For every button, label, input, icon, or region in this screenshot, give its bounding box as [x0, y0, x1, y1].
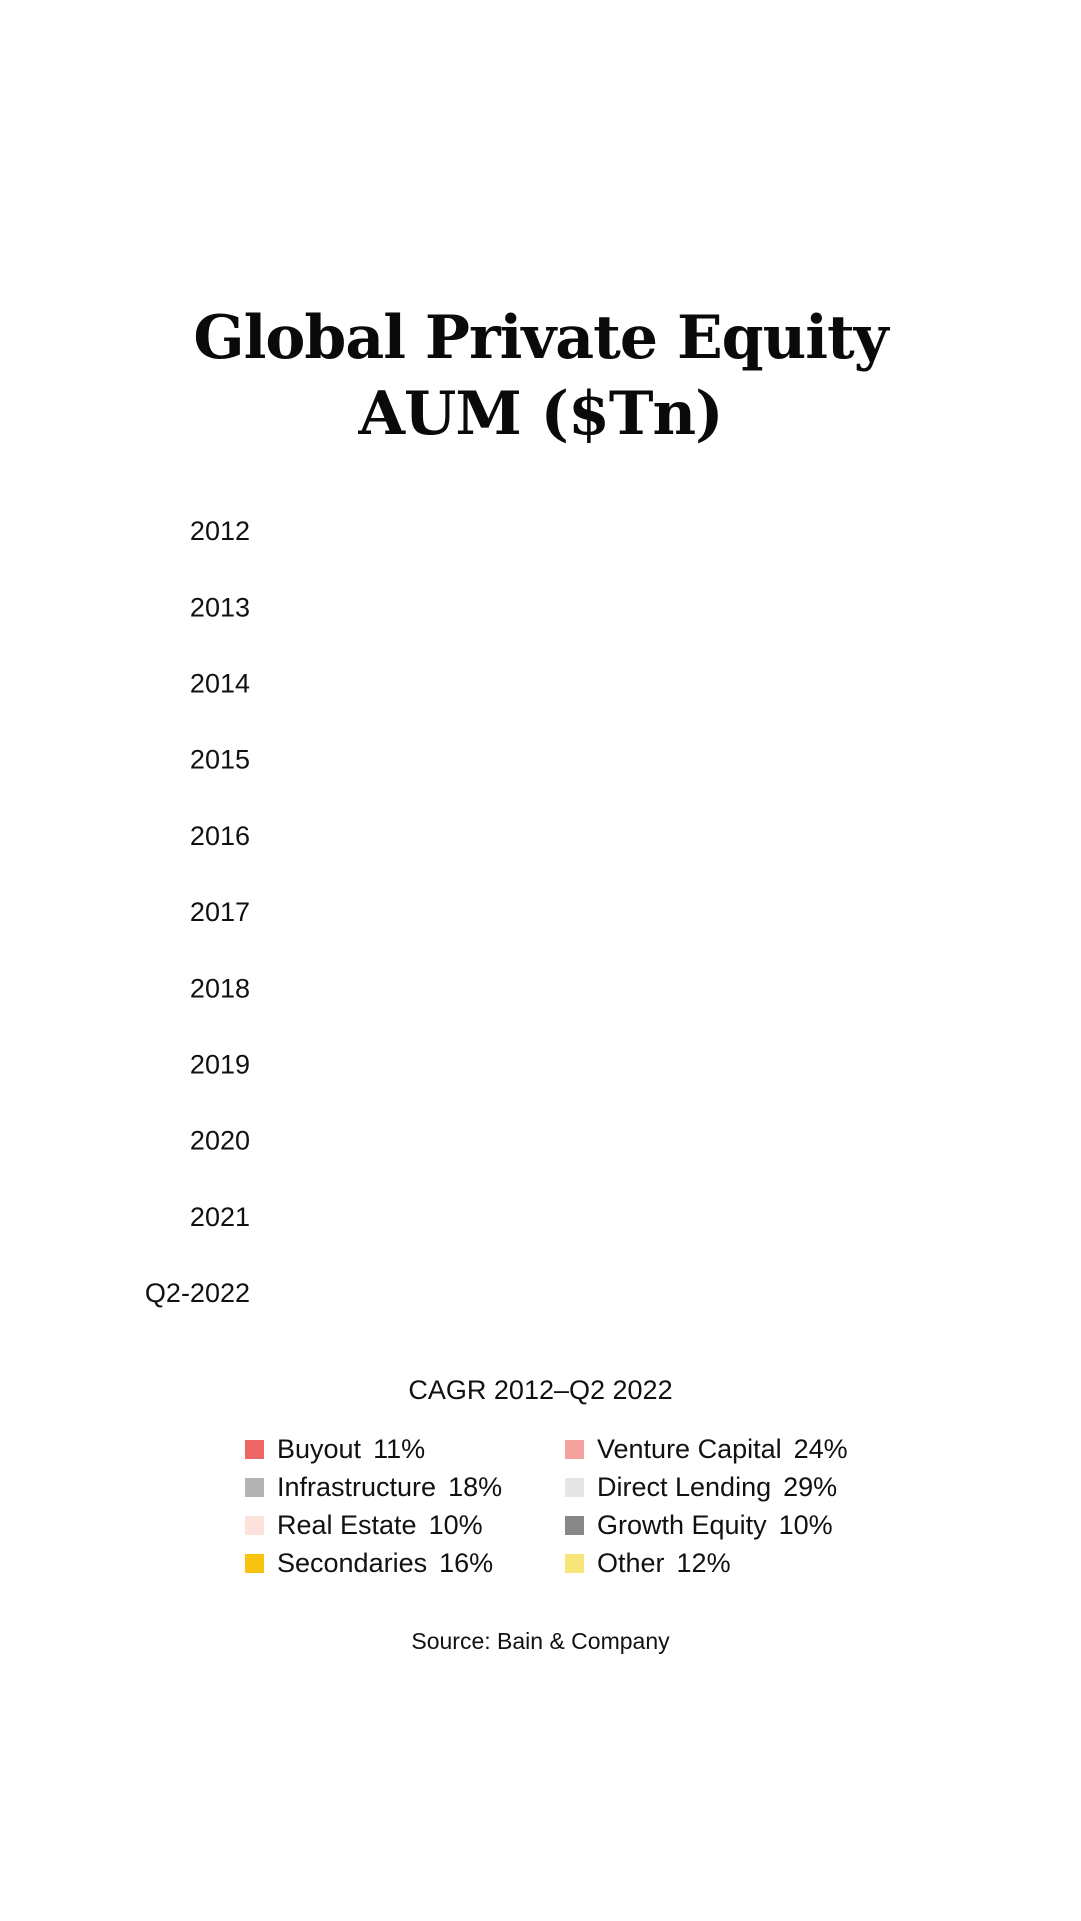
- legend-cagr-value: 10%: [428, 1509, 483, 1540]
- category-label: 2013: [189, 592, 250, 623]
- category-label: 2016: [189, 820, 250, 851]
- legend-cagr-value: 18%: [448, 1471, 503, 1502]
- legend-swatch: [565, 1516, 584, 1535]
- legend-label: Buyout: [277, 1433, 362, 1464]
- category-label: 2017: [189, 897, 250, 928]
- legend-cagr-value: 29%: [783, 1471, 838, 1502]
- legend-swatch: [245, 1478, 264, 1497]
- legend-swatch: [245, 1554, 264, 1573]
- category-label: 2012: [189, 516, 250, 547]
- legend-swatch: [245, 1440, 264, 1459]
- category-label: 2018: [189, 973, 250, 1004]
- legend-label: Venture Capital: [597, 1433, 782, 1464]
- legend-cagr-value: 12%: [676, 1547, 731, 1578]
- legend-item: [245, 1508, 565, 1542]
- legend-cagr-value: 10%: [778, 1509, 833, 1540]
- legend-label: Secondaries: [277, 1547, 428, 1578]
- category-label: Q2-2022: [144, 1278, 250, 1309]
- legend-item: [245, 1470, 565, 1504]
- legend-label: Direct Lending: [597, 1471, 772, 1502]
- legend-cagr-value: 16%: [439, 1547, 494, 1578]
- category-label: 2021: [189, 1201, 250, 1232]
- source-note: Source: Bain & Company: [411, 1628, 670, 1654]
- category-label: 2019: [189, 1049, 250, 1080]
- legend-cagr-value: 24%: [793, 1433, 848, 1464]
- legend-swatch: [565, 1478, 584, 1497]
- legend-item: [565, 1508, 885, 1542]
- legend-item: [245, 1546, 565, 1580]
- legend-cagr-value: 11%: [373, 1433, 426, 1464]
- cagr-heading: CAGR 2012–Q2 2022: [408, 1375, 673, 1405]
- chart-title: [0, 300, 1081, 452]
- legend-swatch: [565, 1440, 584, 1459]
- legend-swatch: [245, 1516, 264, 1535]
- chart-title-line-2: AUM ($Tn): [358, 379, 723, 449]
- category-label: 2020: [189, 1125, 250, 1156]
- legend-item: [565, 1470, 885, 1504]
- legend: [245, 1432, 885, 1580]
- legend-label: Other: [597, 1547, 665, 1578]
- bar-chart: [0, 500, 1081, 1320]
- legend-label: Growth Equity: [597, 1509, 767, 1540]
- chart-title-line-1: Global Private Equity: [193, 303, 888, 373]
- legend-label: Infrastructure: [277, 1471, 437, 1502]
- legend-item: [565, 1546, 885, 1580]
- legend-item: [565, 1432, 885, 1466]
- category-label: 2014: [189, 668, 250, 699]
- legend-label: Real Estate: [277, 1509, 417, 1540]
- legend-item: [245, 1432, 565, 1466]
- chart-area: [0, 500, 1081, 1320]
- legend-swatch: [565, 1554, 584, 1573]
- category-label: 2015: [189, 744, 250, 775]
